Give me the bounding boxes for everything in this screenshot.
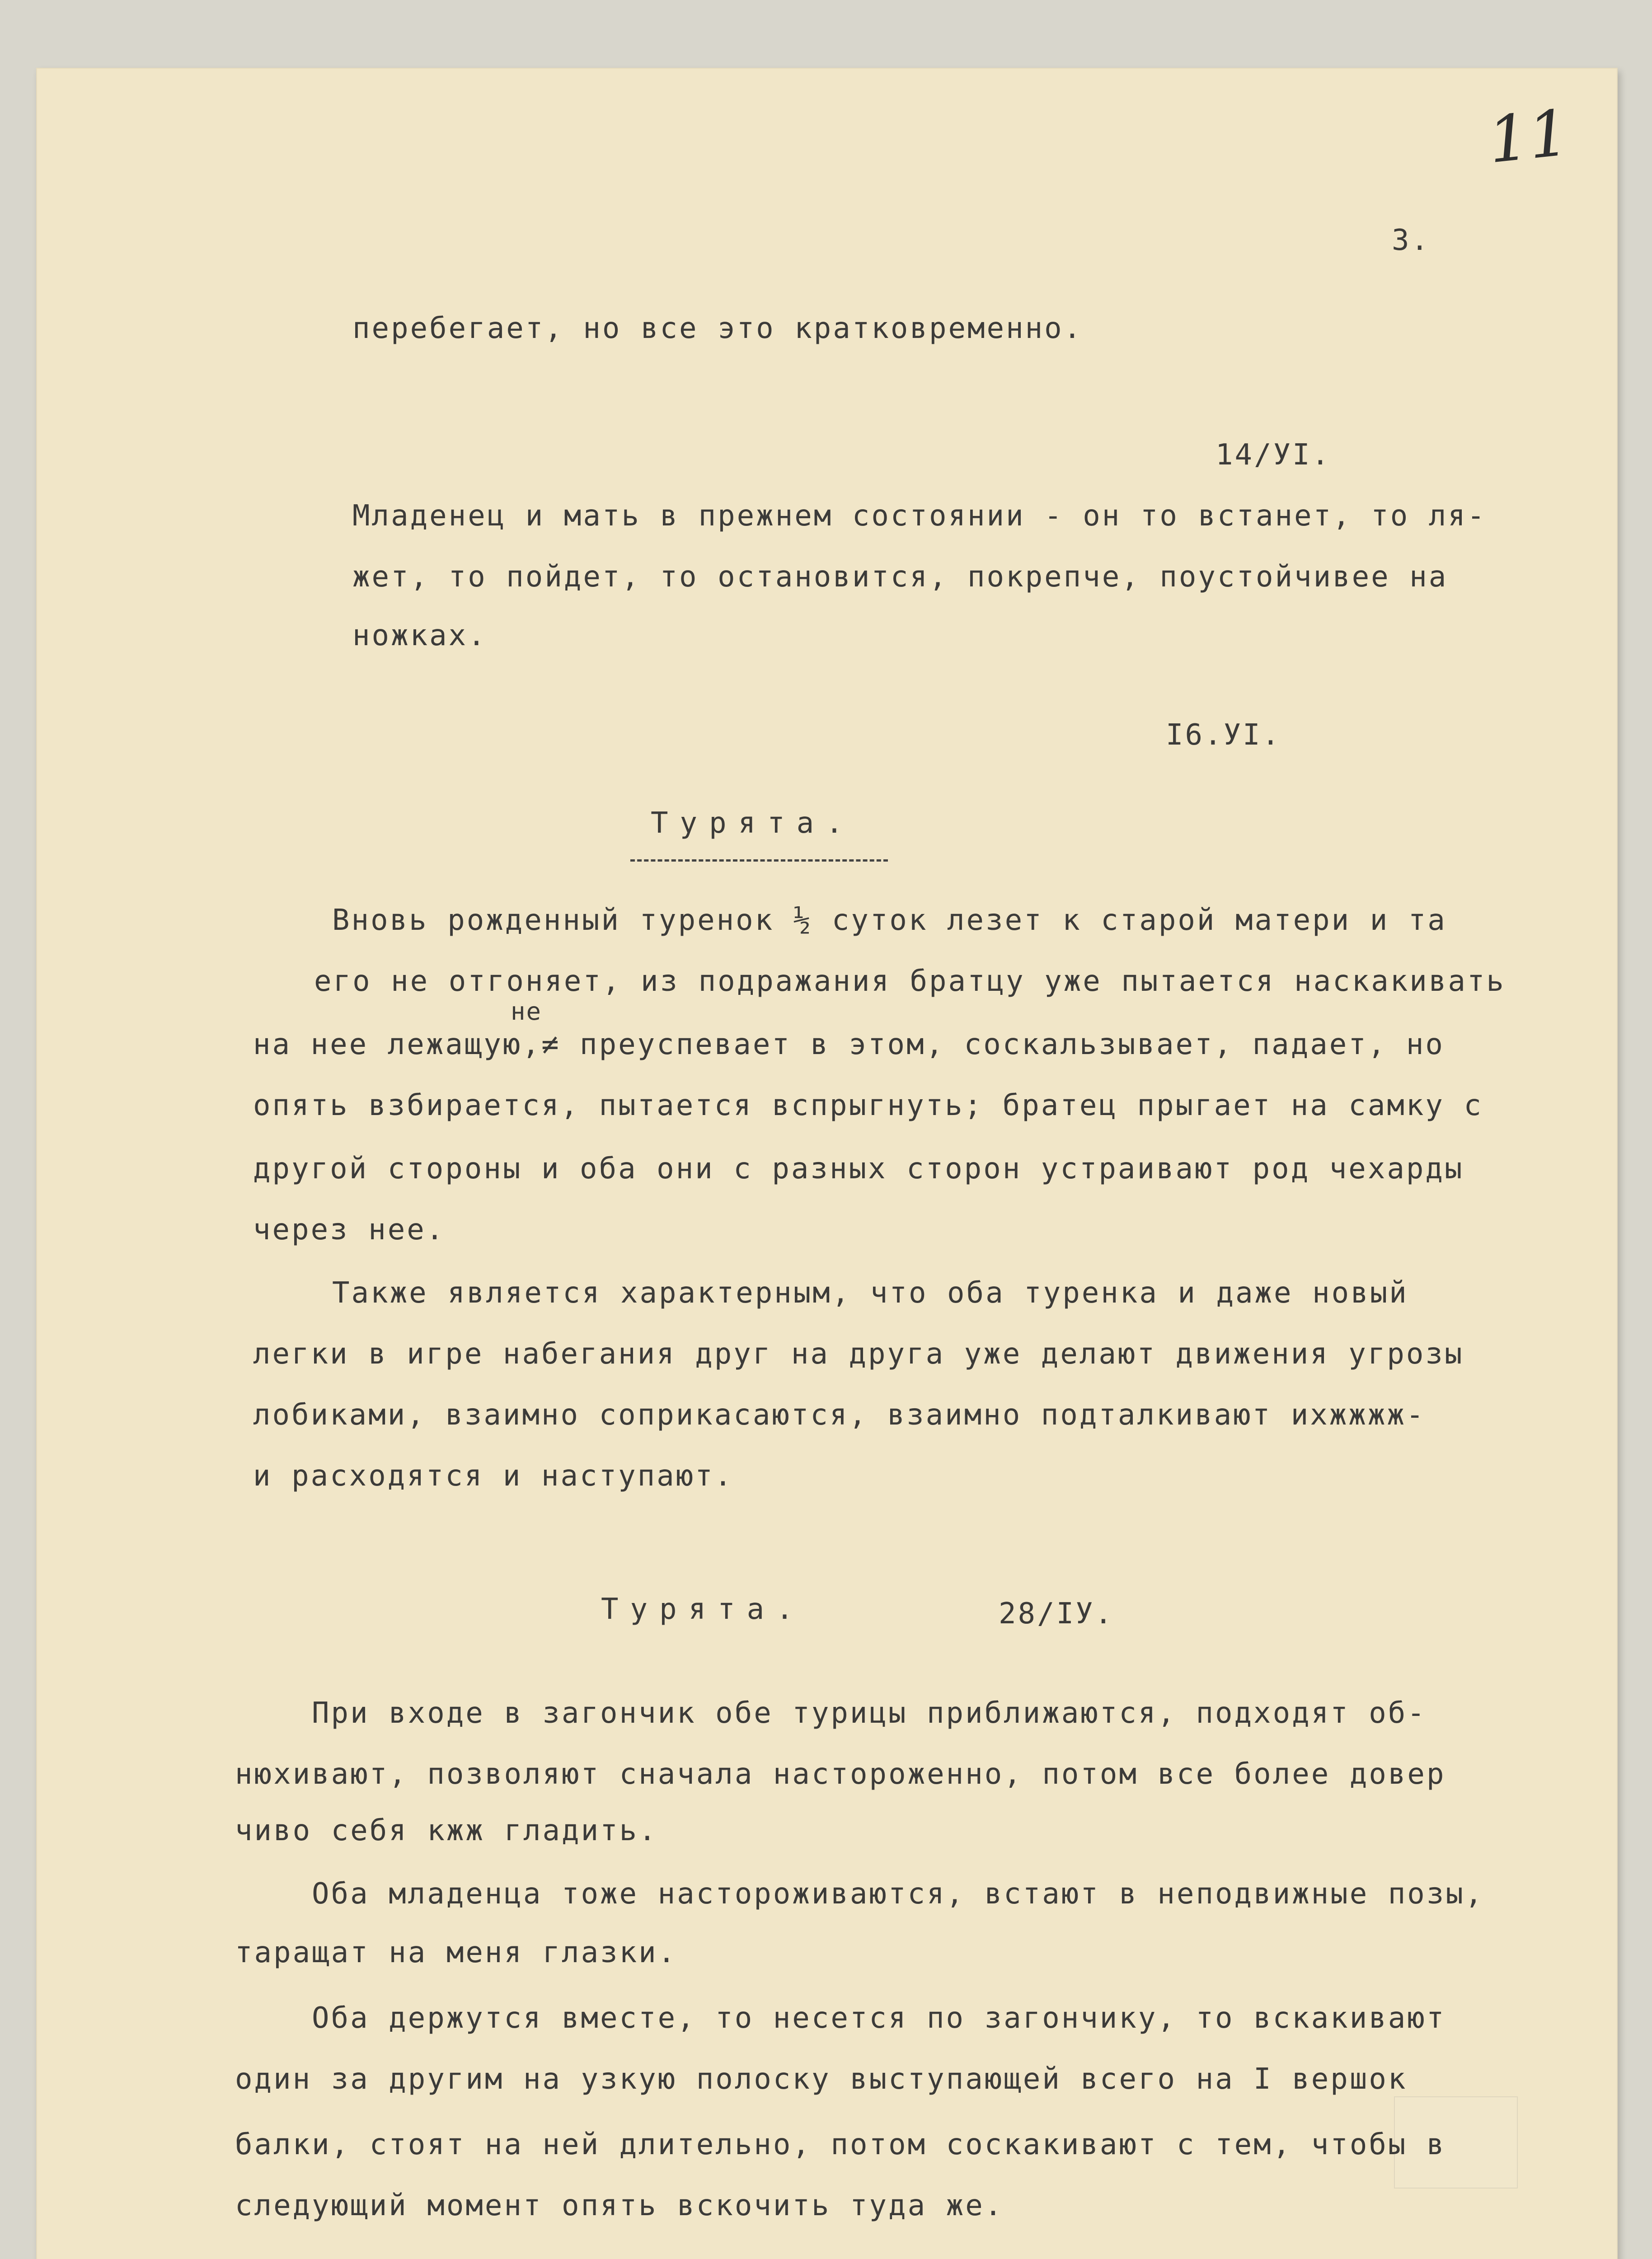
handwritten-insertion: не [511,997,542,1026]
text-line: Младенец и мать в прежнем состоянии - он то встанет, то ля- [352,499,1487,533]
date-entry: I6.УI. [1166,718,1281,752]
text-line: Также является характерным, что оба туренка и даже новый [332,1276,1408,1310]
heading-underline [630,859,888,862]
text-line: следующий момент опять вскочить туда же. [235,2189,1004,2222]
text-line: чиво себя кжж гладить. [235,1814,658,1847]
date-entry: 14/УI. [1216,438,1331,472]
folio-number: 11 [1484,96,1573,178]
text-line: Оба держутся вместе, то несется по загончику, то вскакивают [312,2001,1446,2035]
text-line: Оба младенца тоже настороживаются, встают в неподвижные позы, [312,1877,1484,1911]
text-line: его не отгоняет, из подражания братцу уже пытается наскакивать [314,965,1506,998]
text-line: жет, то пойдет, то остановится, покрепче, поустойчивее на [352,560,1448,594]
text-line: легки в игре набегания друг на друга уже делают движения угрозы [253,1337,1464,1371]
text-line: лобиками, взаимно соприкасаются, взаимно подталкивают ихжжжж- [253,1398,1426,1432]
section-heading: Турята. [601,1593,805,1626]
page-number: 3. [1392,224,1431,257]
text-line: При входе в загончик обе турицы приближаются, подходят об- [312,1697,1427,1730]
text-line: через нее. [253,1213,446,1247]
date-entry: 28/IУ. [999,1597,1114,1631]
text-line: опять взбирается, пытается вспрыгнуть; братец прыгает на самку с [253,1089,1483,1122]
text-line: Вновь рожденный туренок ½ суток лезет к старой матери и та [332,904,1447,937]
text-line: и расходятся и наступают. [253,1459,734,1493]
text-line: другой стороны и оба они с разных сторон устраивают род чехарды [253,1152,1464,1186]
text-line: балки, стоят на ней длительно, потом соскакивают с тем, чтобы в [235,2128,1446,2161]
text-line: на нее лежащую,≠ преуспевает в этом, соскальзывает, падает, но [253,1028,1445,1061]
text-line: перебегает, но все это кратковременно. [352,312,1083,345]
text-line: ножках. [352,619,487,652]
text-line: один за другим на узкую полоску выступающей всего на I вершок [235,2062,1408,2096]
text-line: нюхивают, позволяют сначала настороженно, потом все более довер [235,1758,1446,1791]
section-heading: Турята. [651,806,855,840]
text-line: таращат на меня глазки. [235,1936,677,1969]
